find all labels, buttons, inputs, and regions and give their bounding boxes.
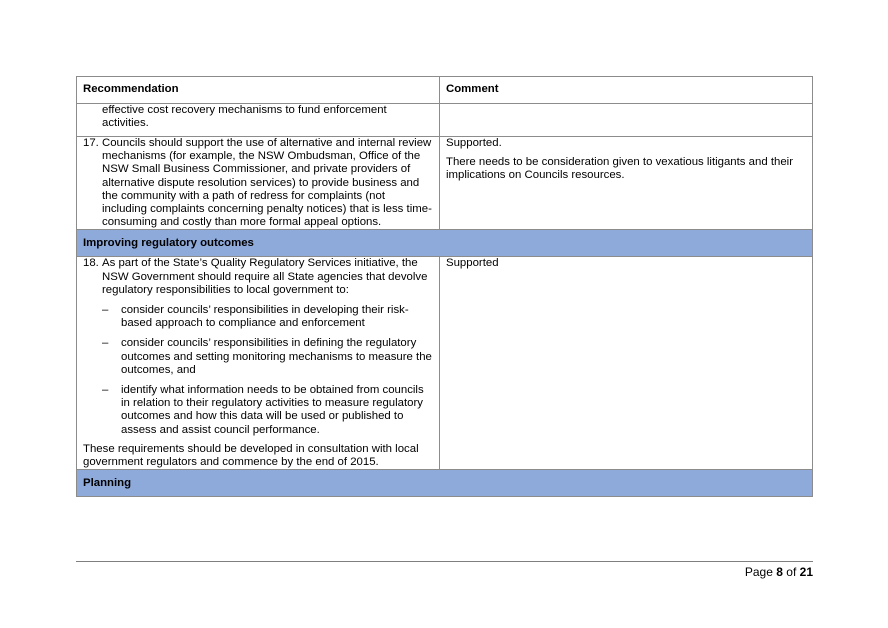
rec-18-intro: As part of the State’s Quality Regulatory Services initiative, the NSW Government should require all State agencies that devolve regulatory responsibilities to local government to: — [102, 257, 428, 296]
rec-18-comment-cell — [440, 257, 813, 470]
dash-bullet-icon: – — [102, 384, 109, 397]
table-row-rec-17 — [77, 137, 813, 230]
section-row-planning — [77, 470, 813, 497]
rec-18-bullet-1: – consider councils’ responsibilities in developing their risk-based approach to compliance and enforcement — [102, 304, 409, 330]
continued-recommendation-text: effective cost recovery mechanisms to fund enforcement activities. — [102, 104, 387, 130]
of-word: of — [786, 565, 797, 579]
header-recommendation: Recommendation — [77, 77, 440, 104]
page-word: Page — [744, 565, 773, 579]
rec-18-number: 18. — [83, 257, 99, 270]
section-row-improving-outcomes — [77, 230, 813, 257]
dash-bullet-icon: – — [102, 337, 109, 350]
section-heading-improving-outcomes: Improving regulatory outcomes — [77, 230, 813, 257]
rec-18-cell — [77, 257, 440, 470]
rec-18-comment: Supported — [446, 257, 499, 270]
header-comment: Comment — [440, 77, 813, 104]
table-row-continued — [77, 104, 813, 137]
rec-18-closing: These requirements should be developed in consultation with local government regulators and commence by the end of 2015. — [83, 442, 419, 469]
total-pages: 21 — [799, 565, 813, 579]
rec-18-bullet-2: – consider councils’ responsibilities in defining the regulatory outcomes and setting monitoring mechanisms to measure the outcomes, and — [102, 337, 432, 376]
rec-17-cell — [77, 137, 440, 230]
continued-recommendation-cell — [77, 104, 440, 137]
footer-divider — [76, 561, 813, 562]
dash-bullet-icon: – — [102, 304, 109, 317]
table-row-rec-18 — [77, 257, 813, 470]
continued-comment-cell — [440, 104, 813, 137]
section-heading-planning: Planning — [77, 470, 813, 497]
rec-17-text: Councils should support the use of alternative and internal review mechanisms (for example, the NSW Ombudsman, Office of the NSW Small Business Commissioner, and private providers of alternative dispute resolution services) to provide business and the community with a path of redress for complaints (not including complaints concerning penalty notices) that is less time-consuming and costly than more formal appeal options. — [102, 137, 432, 229]
rec-17-comment-cell — [440, 137, 813, 230]
rec-17-comment-text: There needs to be consideration given to vexatious litigants and their implications on Councils resources. — [446, 156, 793, 182]
table-header-row — [77, 77, 813, 104]
current-page-number: 8 — [776, 565, 783, 579]
rec-17-number: 17. — [83, 137, 99, 149]
rec-18-bullet-3: – identify what information needs to be obtained from councils in relation to their regulatory activities to measure regulatory outcomes and how this data will be used or published to assess and assist council performance. — [102, 384, 424, 436]
page-number-footer — [745, 565, 813, 579]
rec-17-comment-status: Supported. — [446, 137, 502, 149]
recommendations-table — [76, 76, 813, 497]
